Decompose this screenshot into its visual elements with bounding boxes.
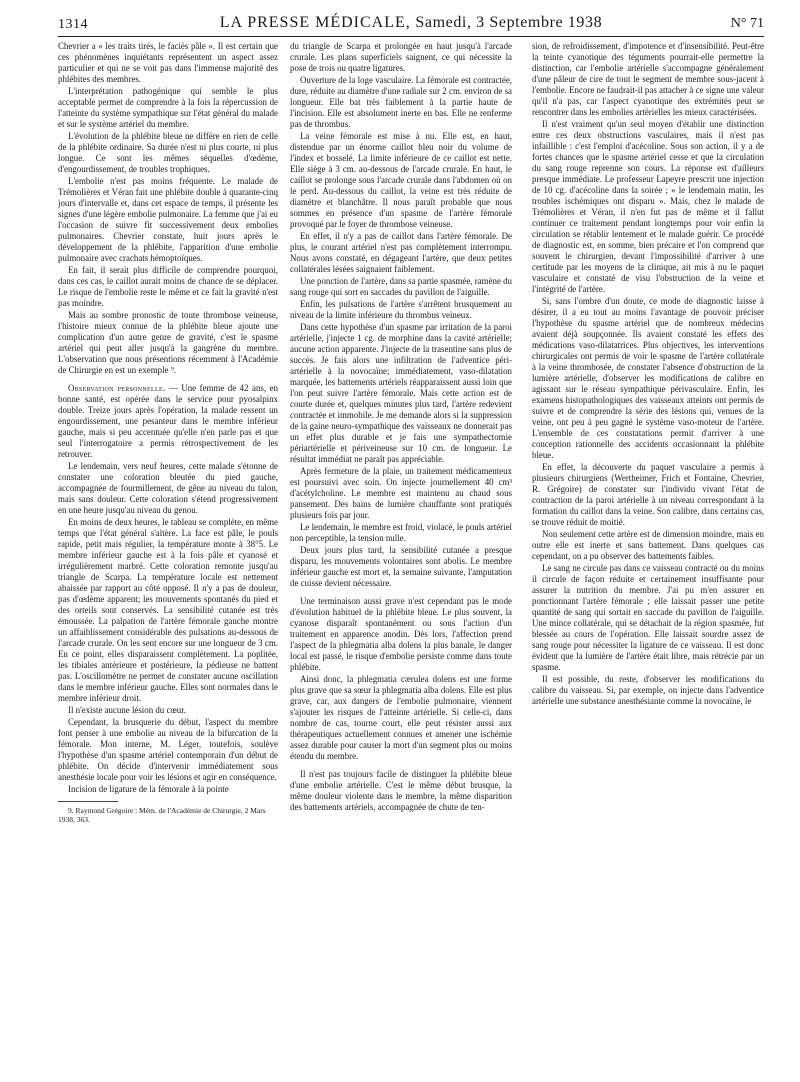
paragraph: L'interprétation pathogénique qui semble le plus acceptable permet de comprendre à la fois la répercussion de l'atteinte du système sympathique sur l'état général du malade et sur le système artériel du membre. — [58, 86, 278, 129]
column-2 — [290, 41, 512, 1066]
paragraph: Il n'existe aucune lésion du cœur. — [68, 705, 186, 715]
issue-number: N° 71 — [730, 16, 764, 31]
paragraph: Une terminaison aussi grave n'est cependant pas le mode d'évolution habituel de la phlébite bleue. Le plus souvent, la cyanose disparaît spontanément ou sous l'action d'un traitement en apparence anodin. Dès lors, l'affection prend l'aspect de la phlegmatia alba dolens la plus banale, le danger local est passé, le risque d'embolie persiste comme dans toute phlébite. — [290, 596, 512, 672]
paragraph: Ainsi donc, la phlegmatia cærulea dolens est une forme plus grave que sa sœur la phlegmatia alba dolens. Elle est plus grave, car, aux dangers de l'embolie pulmonaire, viennent s'ajouter les risques de l'atteinte artérielle. Si celle-ci, dans nombre de cas, tourne court, elle peut résister aussi aux thérapeutiques actuellement connues et amener une ischémie assez durable pour causer la mort d'un segment plus ou moins étendu du membre. — [290, 674, 512, 761]
journal-title: LA PRESSE MÉDICALE, — [219, 14, 411, 31]
paragraph: Il n'est pas toujours facile de distinguer la phlébite bleue d'une embolie artérielle. C'est le même début brusque, la même douleur violente dans le membre, la même disparition des battements artériels, accompagnée de chute de ten- — [290, 769, 512, 812]
paragraph: Dans cette hypothèse d'un spasme par irritation de la paroi artérielle, j'injecte 1 cg. de morphine dans la cavité artérielle; aucune action apparente. J'injecte de la trasentine sans plus de succès. Je fais alors une infiltration de l'adventice péri-artérielle à la novocaïne; immédiatement, vaso-dilatation marquée, les battements artériels réapparaissent aussi loin que l'on peut suivre l'artère fémorale. Mais cette action est de courte durée et, quelques minutes plus tard, l'artère redevient contractée et immobile. Je me demande alors si la suppression de la gaine neuro-sympathique des vaisseaux ne donnerait pas un effet plus durable et je fais une sympathectomie périartérielle et périveineuse sur 10 cm. de longueur. Le résultat immédiat ne paraît pas appréciable. — [290, 322, 512, 464]
paragraph: Il n'est vraiment qu'un seul moyen d'établir une distinction entre ces deux obstructions vasculaires, mais il n'est pas infaillible : c'est l'emploi d'acécoline. Sous son action, il y a de fortes chances que le spasme artériel cesse et que la circulation du sang rouge reprenne son cours. La réponse est d'ailleurs presque immédiate. Le professeur Lapeyre prescrit une injection de 10 cg. d'acécoline dans la soirée ; « le lendemain matin, les troubles ischémiques ont disparu ». Mais, chez le malade de Trémolières et Véran, il n'en fut pas de même et il fallut continuer ce traitement pendant longtemps pour voir enfin la circulation se rétablir lentement et le malade guérir. Ce procédé de diagnostic est, en somme, bien précaire et l'on comprend que souvent le chirurgien, devant l'impossibilité d'arriver à une certitude par les moyens de la clinique, ait mis à nu le paquet vasculaire et constaté de visu l'obstruction de la veine et l'intégrité de l'artère. — [532, 119, 764, 294]
paragraph: Enfin, les pulsations de l'artère s'arrêtent brusquement au niveau de la limite inférieure du thrombus veineux. — [290, 299, 512, 320]
observation-heading: Observation personnelle. — [68, 383, 166, 393]
footnote-rule — [58, 801, 118, 802]
paragraph: La veine fémorale est mise à nu. Elle est, en haut, distendue par un énorme caillot bleu noir du volume de l'index et bosselé. La limite inférieure de ce caillot est nette. Elle siège à 3 cm. au-dessous de l'arcade crurale. En haut, le caillot se prolonge sous l'arcade crurale dans l'abdomen où on le perd. Au-dessous du caillot, la veine est très réduite de diamètre et blanchâtre. Il nous paraît probable que nous sommes en présence d'un spasme de l'artère fémorale provoqué par le foyer de thrombose veineuse. — [290, 131, 512, 229]
column-3 — [532, 41, 764, 1066]
masthead — [58, 14, 764, 32]
paragraph: En moins de deux heures, le tableau se complète, en même temps que l'état général s'altère. La face est pâle, le pouls rapide, petit mais régulier, la température monte à 38°5. Le membre inférieur gauche est à la fois pâle et cyanosé et irrégulièrement marbré. Cette coloration remonte jusqu'au triangle de Scarpa. La température locale est nettement abaissée par rapport au côté opposé. Il n'y a pas de douleur, pas d'œdème apparent; les mouvements spontanés du pied et des orteils sont conservés. La sensibilité cutanée est très émoussée. La palpation de l'artère fémorale gauche montre un affaiblissement considérable des pulsations au-dessous de l'arcade crurale. On les sent encore sur une longueur de 3 cm. En ce point, elles disparaissent complètement. La poplitée, les tibiales antérieure et postérieure, la pédieuse ne battent pas. L'oscillomètre ne permet de constater aucune oscillation dans le membre inférieur gauche. Elles sont normales dans le membre inférieur droit. — [58, 517, 278, 703]
paragraph: L'évolution de la phlébite bleue ne diffère en rien de celle de la phlébite ordinaire. Sa durée n'est ni plus courte, ni plus longue. Ce sont les mêmes séquelles d'œdème, d'engourdissement, de troubles trophiques. — [58, 131, 278, 174]
page-header — [58, 14, 764, 36]
paragraph: Après fermeture de la plaie, un traitement médicamenteux est poursuivi avec soin. On injecte journellement 40 cm³ d'acétylcholine. Le membre est maintenu au chaud sous pansement. Des bains de lumière chauffante sont pratiqués plusieurs fois par jour. — [290, 466, 512, 520]
paragraph: L'embolie n'est pas moins fréquente. Le malade de Trémolières et Véran fait une phlébite double à quarante-cinq jours d'intervalle et, dans cet espace de temps, il présente les signes d'une légère embolie pulmonaire. La femme que j'ai eu l'occasion de suivre fit successivement deux embolies pulmonaires. Chevrier constate, huit jours après le développement de la phlébite, l'apparition d'une embolie pulmonaire avec crachats hémoptoïques. — [58, 176, 278, 263]
paragraph: Cependant, la brusquerie du début, l'aspect du membre font penser à une embolie au niveau de la bifurcation de la fémorale. Mon interne, M. Léger, toutefois, soulève l'hypothèse d'un spasme artériel contemporain d'un début de phlébite. On décide d'intervenir immédiatement sous anesthésie locale pour voir les lésions et agir en conséquence. — [58, 717, 278, 782]
paragraph: sion, de refroidissement, d'impotence et d'insensibilité. Peut-être la teinte cyanotique des téguments pourrait-elle permettre la distinction, car l'embolie artérielle s'accompagne généralement d'une pâleur de cire de tout le segment de membre sous-jacent à l'embolie. Encore ne faudrait-il pas attacher à ce signe une valeur qu'il n'a pas, car l'aspect cyanotique des extrémités peut se rencontrer dans les embolies artérielles les mieux caractérisées. — [532, 41, 764, 117]
paragraph: Ouverture de la loge vasculaire. La fémorale est contractée, dure, réduite au diamètre d'une radiale sur 2 cm. environ de sa longueur. Elle bat très faiblement à la partie haute de l'incision. Elle est absolument inerte en bas. Elle ne renferme pas de thrombus. — [290, 75, 512, 129]
observation-paragraph — [58, 383, 278, 460]
paragraph: Incision de ligature de la fémorale à la pointe — [68, 784, 229, 794]
observation-text: — Une femme de 42 ans, en bonne santé, est opérée dans le service pour pyosalpinx double. Treize jours après l'opération, la malade ressent un engourdissement, une pesanteur dans le membre inférieur gauche, mais si peu accentuée qu'elle n'en parle pas et que seul l'interrogatoire a permis rétrospectivement de les retrouver. — [58, 383, 278, 459]
paragraph: Deux jours plus tard, la sensibilité cutanée a presque disparu, les mouvements volontaires sont abolis. Le membre inférieur gauche est mort et, la semaine suivante, l'amputation de cuisse devient nécessaire. — [290, 545, 512, 588]
paragraph: Mais au sombre pronostic de toute thrombose veineuse, l'histoire mieux connue de la phlébite bleue ajoute une complication d'un autre genre de gravité, c'est le spasme artériel qui peut aller jusqu'à la gangrène du membre. L'observation que nous présentions récemment à l'Académie de Chirurgie en est un exemple ⁹. — [58, 310, 278, 375]
column-1 — [58, 41, 278, 1066]
paragraph: En effet, il n'y a pas de caillot dans l'artère fémorale. De plus, le courant artériel n'est pas complètement interrompu. Nous avons constaté, en dégageant l'artère, que deux petites collatérales lésées saignaient faiblement. — [290, 231, 512, 274]
paragraph: Le sang ne circule pas dans ce vaisseau contracté ou du moins il circule de façon réduite et certainement insuffisante pour assurer la nutrition du membre. J'ai pu m'en assurer en ponctionnant l'artère fémorale ; elle laissait passer une petite quantité de sang qui sortait en saccade du pavillon de l'aiguille. Une mince collatérale, qui se détachait de la région spasmée, fut blessée au cours de l'opération. Elle laissait sourdre assez de sang rouge pour nécessiter la ligature de ce vaisseau. Il est donc évident que la lumière de l'artère était libre, mais rétrécie par un spasme. — [532, 563, 764, 672]
page-number: 1314 — [58, 17, 88, 32]
paragraph: Le lendemain, le membre est froid, violacé, le pouls artériel non perceptible, la tension nulle. — [290, 522, 512, 543]
footnote: 9. Raymond Grégoire : Mém. de l'Académie de Chirurgie, 2 Mars 1938, 363. — [58, 806, 266, 824]
paragraph: En effet, la découverte du paquet vasculaire a permis à plusieurs chirurgiens (Wertheimer, Frich et Fontaine, Chevrier, R. Grégoire) de constater sur l'individu vivant l'état de contraction de la paroi artérielle à un niveau correspondant à la formation du caillot dans la veine. Son calibre, dans certains cas, se trouve réduit de moitié. — [532, 462, 764, 527]
paragraph: Le lendemain, vers neuf heures, cette malade s'étonne de constater une coloration bleutée du pied gauche, accompagnée de fourmillement, de gêne au niveau du talon, mais sans douleur. Cette coloration s'étend progressivement en une heure jusqu'au niveau du genou. — [58, 461, 278, 515]
paragraph: du triangle de Scarpa et prolongée en haut jusqu'à l'arcade crurale. Les plans superficiels saignent, ce qui nécessite la pose de trois ou quatre ligatures. — [290, 41, 512, 73]
header-rule — [58, 36, 764, 37]
issue-date: Samedi, 3 Septembre 1938 — [415, 14, 603, 31]
paragraph: Si, sans l'ombre d'un doute, ce mode de diagnostic laisse à désirer, il a eu tout au moins l'avantage de pouvoir préciser l'hypothèse du spasme artériel que de nombreux médecins avaient déjà soupçonnée. Ils avaient constaté les effets des médications vaso-dilatatrices. Plus objectives, les interventions chirurgicales ont permis de voir le spasme de l'artère collatérale à la veine thrombosée, de constater l'absence d'obstruction de la lumière artérielle, d'observer les modifications de calibre en agissant sur le réseau sympathique périvasculaire. Enfin, les examens histopathologiques des vaisseaux atteints ont permis de suivre et de comprendre la série des lésions qui, venues de la veine, ont peu à peu gagné le système vaso-moteur de l'artère. L'ensemble de ces constatations permit d'arriver à une conception rationnelle des accidents occasionnant la phlébite bleue. — [532, 296, 764, 460]
paragraph: Non seulement cette artère est de dimension moindre, mais en outre elle est inerte et sans battement. Dans quelques cas cependant, on a pu observer des battements faibles. — [532, 529, 764, 561]
paragraph: En fait, il serait plus difficile de comprendre pourquoi, dans ces cas, le caillot aurait moins de chance de se déplacer. Le risque de l'embolie reste le même et ce fait la gravité n'est pas moindre. — [58, 265, 278, 308]
paragraph: Il est possible, du reste, d'observer les modifications du calibre du vaisseau. Si, par exemple, on injecte dans l'adventice artérielle une substance anesthésiante comme la novocaïne, le — [532, 674, 764, 706]
paragraph: Une ponction de l'artère, dans sa partie spasmée, ramène du sang rouge qui sort en saccades du pavillon de l'aiguille. — [290, 276, 512, 297]
paragraph: Chevrier a « les traits tirés, le faciès pâle ». Il est certain que ces phénomènes inquiétants représentent un aspect assez particulier et qui ne se voit pas dans l'immense majorité des phlébites des membres. — [58, 41, 278, 84]
